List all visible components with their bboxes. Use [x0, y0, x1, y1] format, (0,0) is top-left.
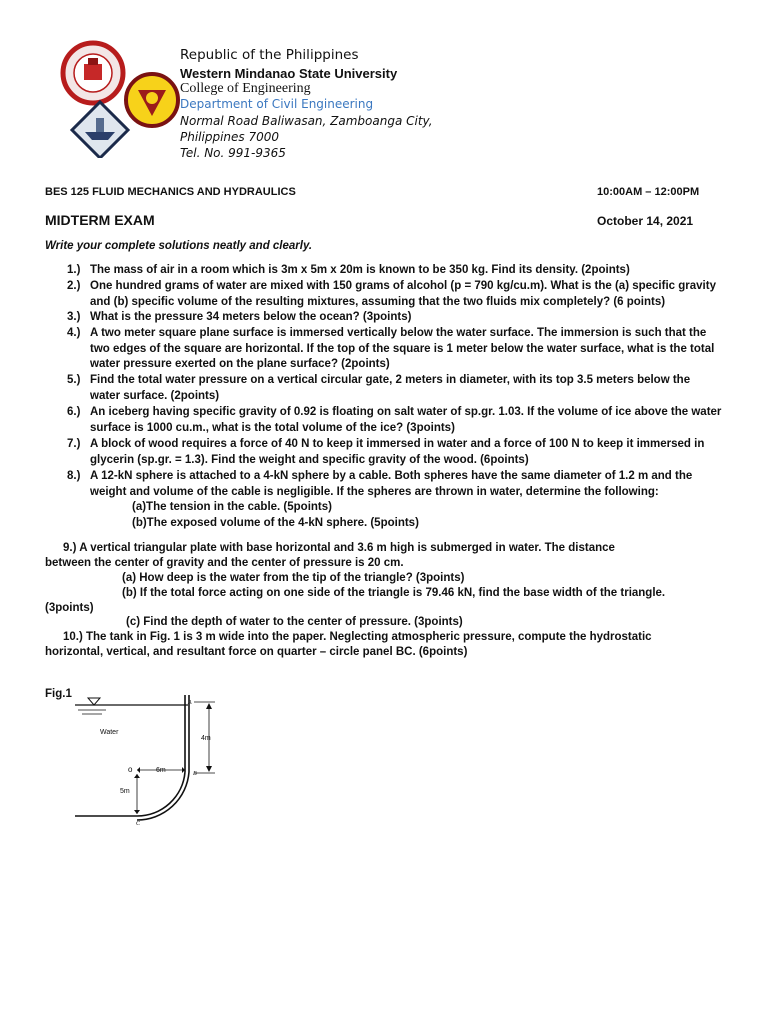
question-9-part-b: (b) If the total force acting on one side of the triangle is 79.46 kN, find the base width of the triangle.: [122, 587, 666, 599]
question-number: 1.): [67, 264, 81, 276]
dim-4m-label: 4m: [201, 735, 211, 742]
question-number: 5.): [67, 374, 81, 386]
point-a-label: A: [188, 700, 192, 706]
tank-figure: [70, 690, 270, 830]
point-c-label: C: [136, 821, 141, 827]
address-line-2: Philippines 7000: [180, 130, 280, 144]
college-seal-icon: [126, 74, 178, 126]
question-number: 6.): [67, 406, 81, 418]
question-number: 2.): [67, 280, 81, 292]
question-number: 8.): [67, 470, 81, 482]
question-text: What is the pressure 34 meters below the ocean? (3points): [90, 311, 412, 323]
question-number: 4.): [67, 327, 81, 339]
university-logos: [60, 40, 180, 158]
question-9-part-b-points: (3points): [45, 602, 94, 614]
department-name: Department of Civil Engineering: [180, 97, 374, 111]
question-text: The mass of air in a room which is 3m x 5m x 20m is known to be 350 kg. Find its density. (2points): [90, 264, 630, 276]
university-name: Western Mindanao State University: [180, 66, 398, 81]
water-surface-icon: [75, 698, 188, 714]
dim-5m-label: 5m: [120, 788, 130, 795]
water-label: Water: [100, 729, 119, 736]
address-line-1: Normal Road Baliwasan, Zamboanga City,: [180, 114, 433, 128]
instructions: Write your complete solutions neatly and clearly.: [45, 240, 313, 252]
question-text: A block of wood requires a force of 40 N to keep it immersed in water and a force of 100 N to keep it immersed in glycerin (sp.gr. = 1.3). Find the weight and specific gravity of the wood. (6points): [90, 438, 705, 466]
question-9-part-c: (c) Find the depth of water to the center of pressure. (3points): [126, 616, 463, 628]
college-name: College of Engineering: [180, 81, 311, 96]
question-10-line-1: 10.) The tank in Fig. 1 is 3 m wide into the paper. Neglecting atmospheric pressure, compute the hydrostatic: [63, 631, 652, 643]
question-text: A two meter square plane surface is immersed vertically below the water surface. The immersion is such that the two edges of the square are horizontal. If the top of the square is 1 meter below the water surface, what is the total water pressure exerted on the plane surface? (2points): [90, 327, 715, 371]
telephone: Tel. No. 991-9365: [180, 146, 286, 160]
question-8-part-b: (b)The exposed volume of the 4-kN sphere. (5points): [132, 517, 419, 529]
question-9-part-a: (a) How deep is the water from the tip of the triangle? (3points): [122, 572, 465, 584]
question-number: 3.): [67, 311, 81, 323]
exam-date: October 14, 2021: [597, 214, 694, 228]
question-text: Find the total water pressure on a vertical circular gate, 2 meters in diameter, with its top 3.5 meters below the water surface. (2points): [90, 374, 691, 402]
course-title: BES 125 FLUID MECHANICS AND HYDRAULICS: [45, 186, 296, 198]
question-number: 7.): [67, 438, 81, 450]
question-8-part-a: (a)The tension in the cable. (5points): [132, 501, 332, 513]
point-b-label: B: [193, 771, 197, 777]
question-9-line-1: 9.) A vertical triangular plate with base horizontal and 3.6 m high is submerged in water. The distance: [63, 542, 615, 554]
question-10-line-2: horizontal, vertical, and resultant force on quarter – circle panel BC. (6points): [45, 646, 468, 658]
exam-title: MIDTERM EXAM: [45, 212, 155, 228]
question-text: One hundred grams of water are mixed with 150 grams of alcohol (p = 790 kg/cu.m). What is the (a) specific gravity and (b) specific volume of the resulting mixtures, assuming that the two fluids mix completely? (6 points): [90, 280, 716, 308]
exam-time: 10:00AM – 12:00PM: [597, 186, 700, 198]
figure-label: Fig.1: [45, 688, 72, 700]
wmsu-seal-icon: [63, 43, 123, 103]
point-o-label: o: [128, 765, 133, 774]
republic-label: Republic of the Philippines: [180, 47, 359, 63]
dim-6m-label: 6m: [156, 767, 166, 774]
question-text: An iceberg having specific gravity of 0.92 is floating on salt water of sp.gr. 1.03. If the volume of ice above the water surface is 1000 cu.m., what is the total volume of the ice? (3points): [90, 406, 722, 434]
question-9-line-2: between the center of gravity and the center of pressure is 20 cm.: [45, 557, 404, 569]
dept-seal-icon: [72, 102, 128, 158]
question-text: A 12-kN sphere is attached to a 4-kN sphere by a cable. Both spheres have the same diameter of 1.2 m and the weight and volume of the cable is negligible. If the spheres are thrown in water, determine the following:: [90, 470, 693, 498]
